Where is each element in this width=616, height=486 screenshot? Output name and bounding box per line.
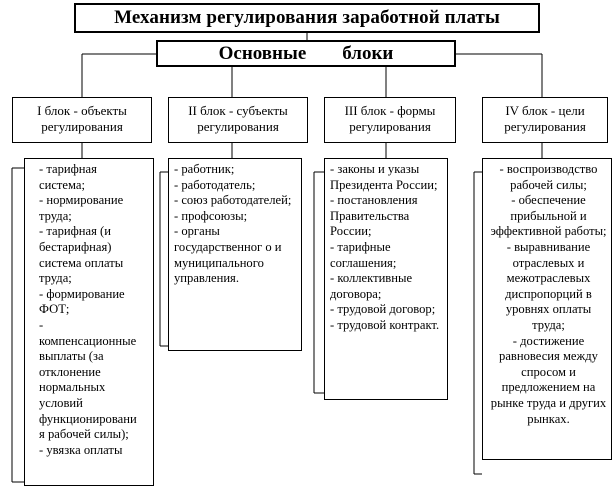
list-item: - органы государственног о и муниципального управления. — [174, 224, 282, 286]
subtitle-right: блоки — [342, 42, 394, 64]
list-item: - воспроизводство рабочей силы; — [499, 162, 598, 192]
block-4-header-line2: регулирования — [504, 119, 586, 134]
block-2-header-line1: II блок - субъекты — [188, 103, 288, 118]
list-item: - трудовой контракт. — [330, 317, 440, 332]
block-3-header-line1: III блок - формы — [344, 103, 436, 118]
block-4-header-line1: IV блок - цели — [505, 103, 585, 118]
diagram-title-text: Механизм регулирования заработной платы — [114, 7, 500, 28]
list-item: - коллективные договора; — [330, 271, 413, 301]
block-1-header-line1: I блок - объекты — [37, 103, 127, 118]
list-item: - постановления Правительства России; — [330, 193, 418, 239]
block-3-header — [324, 97, 456, 143]
list-item: - работник; — [174, 162, 235, 176]
block-2-list — [168, 158, 302, 351]
list-item: - увязка оплаты — [39, 442, 123, 457]
block-1-header-line2: регулирования — [41, 119, 123, 134]
list-item: - профсоюзы; — [174, 208, 248, 223]
list-item: - тарифные соглашения; — [330, 239, 397, 270]
block-4-header — [482, 97, 608, 143]
subtitle-box — [156, 40, 456, 67]
list-item: - компенсационные выплаты (за отклонение нормальных условий функционировани я рабочей силы); — [39, 317, 137, 442]
block-3-header-line2: регулирования — [349, 119, 431, 134]
list-item: - законы и указы Президента России; — [330, 162, 438, 192]
list-item: - союз работодателей; — [174, 193, 292, 208]
list-item: - нормирование труда; — [39, 193, 124, 223]
subtitle-left: Основные — [218, 42, 307, 64]
list-item: - трудовой договор; — [330, 302, 436, 317]
block-2-header-line2: регулирования — [197, 119, 279, 134]
list-item: - работодатель; — [174, 177, 256, 192]
list-item: - тарифная (и бестарифная) система оплаты труда; — [39, 224, 124, 286]
block-1-header — [12, 97, 152, 143]
block-4-list — [482, 158, 612, 460]
list-item: - выравнивание отраслевых и межотраслевых диспропорций в уровнях оплаты труда; — [505, 239, 592, 332]
block-2-header — [168, 97, 308, 143]
diagram-title — [74, 3, 540, 33]
list-item: - достижение равновесия между спросом и предложением на рынке труда и других рынках. — [490, 333, 607, 426]
list-item: - тарифная система; — [39, 162, 97, 192]
block-3-list — [324, 158, 448, 400]
block-1-list — [24, 158, 154, 486]
list-item: - формирование ФОТ; — [39, 286, 125, 317]
list-item: - обеспечение прибыльной и эффективной работы; — [490, 193, 607, 239]
